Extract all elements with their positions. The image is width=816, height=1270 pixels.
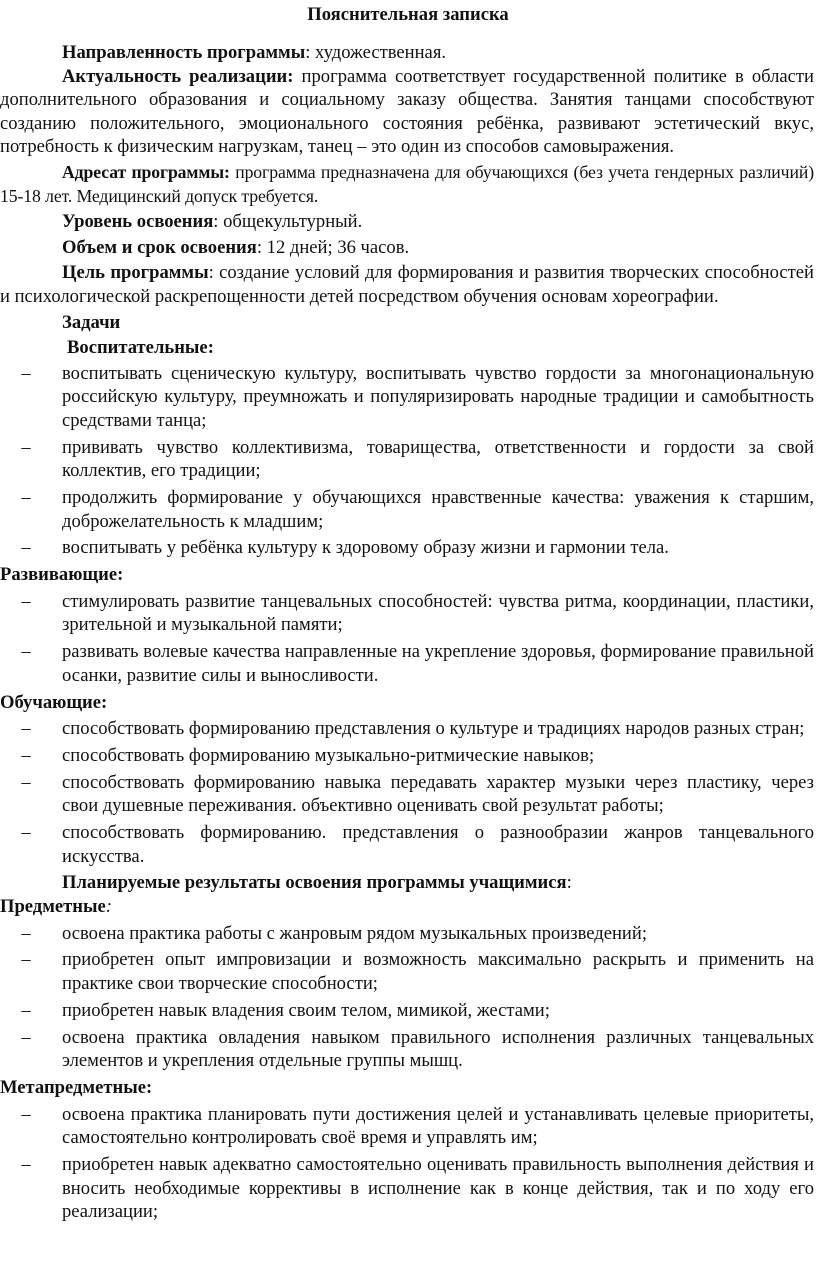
list-item: – способствовать формированию навыка передавать характер музыки через пластику, через свои душевные переживания. объективно оценивать свой результат работы; xyxy=(21,771,814,817)
volume-text: : 12 дней; 36 часов. xyxy=(256,236,410,258)
volume-paragraph xyxy=(0,234,814,260)
subject-results-heading: Предметные: xyxy=(0,896,112,918)
list-item: – стимулировать развитие танцевальных способностей: чувства ритма, координации, пластики, зрительной и музыкальной памяти; xyxy=(21,590,814,636)
goal-label: Цель программы xyxy=(62,262,209,284)
relevance-label: Актуальность реализации: xyxy=(62,65,294,87)
direction-label: Направленность программы xyxy=(62,42,306,63)
audience-paragraph xyxy=(0,159,814,208)
audience-text: программа предназначена для обучающихся (без учета гендерных различий) 15-18 лет. Медицинский допуск требуется. xyxy=(0,161,814,206)
list-item: – воспитывать сценическую культуру, воспитывать чувство гордости за многонациональную российскую культуру, преумножать и популяризировать народные традиции и самобытность средствами танца; xyxy=(21,362,814,431)
volume-label: Объем и срок освоения xyxy=(62,236,257,258)
level-label: Уровень освоения xyxy=(62,211,214,233)
developing-heading: Развивающие: xyxy=(0,564,124,586)
list-item: – прививать чувство коллективизма, товарищества, ответственности и гордости за свой коллектив, его традиции; xyxy=(21,436,814,482)
list-item: – освоена практика планировать пути достижения целей и устанавливать целевые приоритеты, самостоятельно контролировать своё время и управлять им; xyxy=(21,1103,814,1149)
audience-label: Адресат программы: xyxy=(62,161,230,182)
results-heading: Планируемые результаты освоения программы учащимися: xyxy=(62,872,572,894)
list-item: – воспитывать у ребёнка культуру к здоровому образу жизни и гармонии тела. xyxy=(21,537,669,559)
relevance-paragraph xyxy=(0,65,814,159)
direction-text: : художественная. xyxy=(305,42,447,63)
goal-text: : создание условий для формирования и развития творческих способностей и психологической раскрепощенности детей посредством обучения основам хореографии. xyxy=(0,262,814,307)
page-title: Пояснительная записка xyxy=(307,4,509,25)
metasubject-results-heading: Метапредметные: xyxy=(0,1076,153,1098)
level-paragraph xyxy=(0,208,814,234)
educational-heading: Воспитательные: xyxy=(67,337,214,359)
direction-paragraph xyxy=(0,41,814,65)
goal-paragraph xyxy=(0,259,814,308)
metasubject-results-list xyxy=(0,1100,814,1224)
tasks-heading: Задачи xyxy=(62,311,121,333)
educational-list xyxy=(0,360,814,560)
list-item: – приобретен навык адекватно самостоятельно оценивать правильность выполнения действия и вносить необходимые коррективы в исполнение как в конце действия, так и по ходу его реализации; xyxy=(21,1153,814,1223)
subject-results-list xyxy=(0,919,814,1073)
list-item: – приобретен опыт импровизации и возможность максимально раскрыть и применить на практике свои творческие способности; xyxy=(21,949,814,995)
teaching-heading: Обучающие: xyxy=(0,691,108,713)
list-item: – развивать волевые качества направленные на укрепление здоровья, формирование правильной осанки, развитие силы и выносливости. xyxy=(21,641,814,686)
list-item: – способствовать формированию музыкально-ритмические навыков; xyxy=(21,744,595,766)
list-item: – освоена практика овладения навыком правильного исполнения различных танцевальных элементов и укрепления отдельные группы мышц. xyxy=(21,1026,814,1072)
list-item: – продолжить формирование у обучающихся нравственные качества: уважения к старшим, доброжелательность к младшим; xyxy=(21,487,814,532)
document-body xyxy=(0,41,814,1227)
relevance-text: программа соответствует государственной политике в области дополнительного образования и социальному заказу общества. Занятия танцами способствуют созданию положительного, эмоционального состояния ребёнка, развивают эстетический вкус, потребность к физическим нагрузкам, танец – это один из способов самовыражения. xyxy=(0,65,815,158)
list-item: – приобретен навык владения своим телом, мимикой, жестами; xyxy=(21,999,550,1021)
list-item: – способствовать формированию. представления о разнообразии жанров танцевального искусства. xyxy=(21,822,814,867)
level-text: : общекультурный. xyxy=(213,211,363,233)
teaching-list xyxy=(0,714,814,868)
list-item: – способствовать формированию представления о культуре и традициях народов разных стран; xyxy=(21,718,805,740)
list-item: – освоена практика работы с жанровым рядом музыкальных произведений; xyxy=(21,922,648,944)
developing-list xyxy=(0,587,814,688)
